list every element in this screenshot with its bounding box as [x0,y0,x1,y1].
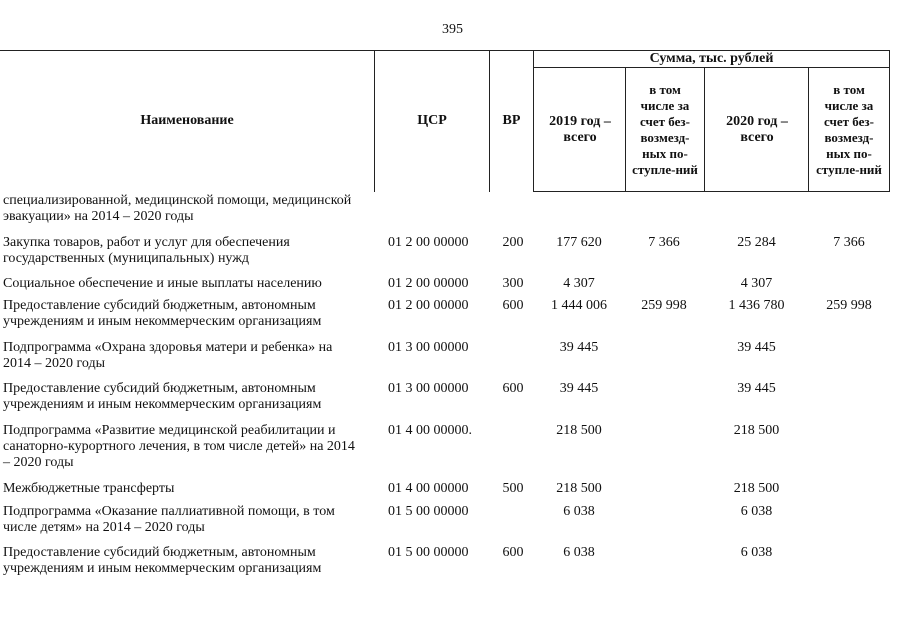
row-csr: 01 3 00 00000 [388,340,469,355]
row-csr: 01 4 00 00000 [388,481,469,496]
row-2019: 39 445 [559,381,599,396]
row-csr: 01 3 00 00000 [388,381,469,396]
row-2019-free: 259 998 [641,298,687,313]
row-csr: 01 2 00 00000 [388,276,469,291]
row-vr: 200 [502,235,524,250]
row-vr: 600 [502,545,524,560]
row-2019-free: 7 366 [648,235,680,250]
col-divider [533,50,534,192]
row-2020: 6 038 [740,545,773,560]
row-vr: 600 [502,381,524,396]
header-sum-group: Сумма, тыс. рублей [649,50,774,66]
row-csr: 01 5 00 00000 [388,545,469,560]
row-2019: 1 444 006 [551,298,607,313]
header-vr: ВР [502,113,521,128]
row-2020: 4 307 [740,276,773,291]
row-name: специализированной, медицинской помощи, медицинской эвакуации» на 2014 – 2020 годы [3,193,352,224]
row-csr: 01 2 00 00000 [388,298,469,313]
row-2020: 218 500 [733,423,780,438]
row-name: Межбюджетные трансферты [3,481,175,496]
row-csr: 01 5 00 00000 [388,504,469,519]
header-name: Наименование [140,113,234,128]
row-csr: 01 2 00 00000 [388,235,469,250]
row-vr: 500 [502,481,524,496]
table-header [0,50,890,192]
page-number: 395 [442,22,463,37]
header-2019-free: в том числе за счет без-возмезд-ных по-ступле-ний [632,81,698,177]
row-name: Закупка товаров, работ и услуг для обеспечения государственных (муниципальных) нужд [3,235,290,266]
header-bottom-border [533,191,890,192]
col-divider [808,67,809,192]
row-name: Предоставление субсидий бюджетным, автономным учреждениям и иным некоммерческим организациям [3,545,322,576]
col-divider [704,67,705,192]
row-name: Подпрограмма «Развитие медицинской реабилитации и санаторно-курортного лечения, в том числе детей» на 2014 – 2020 годы [3,423,355,470]
row-name: Подпрограмма «Оказание паллиативной помощи, в том числе детям» на 2014 – 2020 годы [3,504,335,535]
row-2020-free: 259 998 [826,298,872,313]
row-2020: 25 284 [737,235,776,250]
row-2019: 218 500 [556,423,602,438]
header-csr: ЦСР [417,113,447,128]
row-2019: 6 038 [563,504,595,519]
row-2020: 39 445 [737,340,776,355]
row-2020: 218 500 [733,481,780,496]
row-2020-free: 7 366 [833,235,865,250]
header-2020-total: 2020 год – всего [726,113,788,145]
row-csr: 01 4 00 00000. [388,423,472,438]
row-2019: 6 038 [563,545,595,560]
col-divider [889,50,890,192]
header-2020-free: в том числе за счет без-возмезд-ных по-ступле-ний [816,81,882,177]
row-2019: 177 620 [556,235,602,250]
row-name: Социальное обеспечение и иные выплаты населению [3,276,322,291]
row-name: Подпрограмма «Охрана здоровья матери и ребенка» на 2014 – 2020 годы [3,340,333,371]
col-divider [625,67,626,192]
row-name: Предоставление субсидий бюджетным, автономным учреждениям и иным некоммерческим организациям [3,381,322,412]
row-name: Предоставление субсидий бюджетным, автономным учреждениям и иным некоммерческим организациям [3,298,322,329]
header-2019-total: 2019 год – всего [549,113,611,145]
row-2019: 39 445 [559,340,599,355]
row-2019: 218 500 [556,481,602,496]
row-vr: 600 [502,298,524,313]
row-2020: 39 445 [737,381,776,396]
row-2020: 6 038 [740,504,773,519]
row-2019: 4 307 [563,276,595,291]
row-2020: 1 436 780 [728,298,785,313]
row-vr: 300 [502,276,524,291]
